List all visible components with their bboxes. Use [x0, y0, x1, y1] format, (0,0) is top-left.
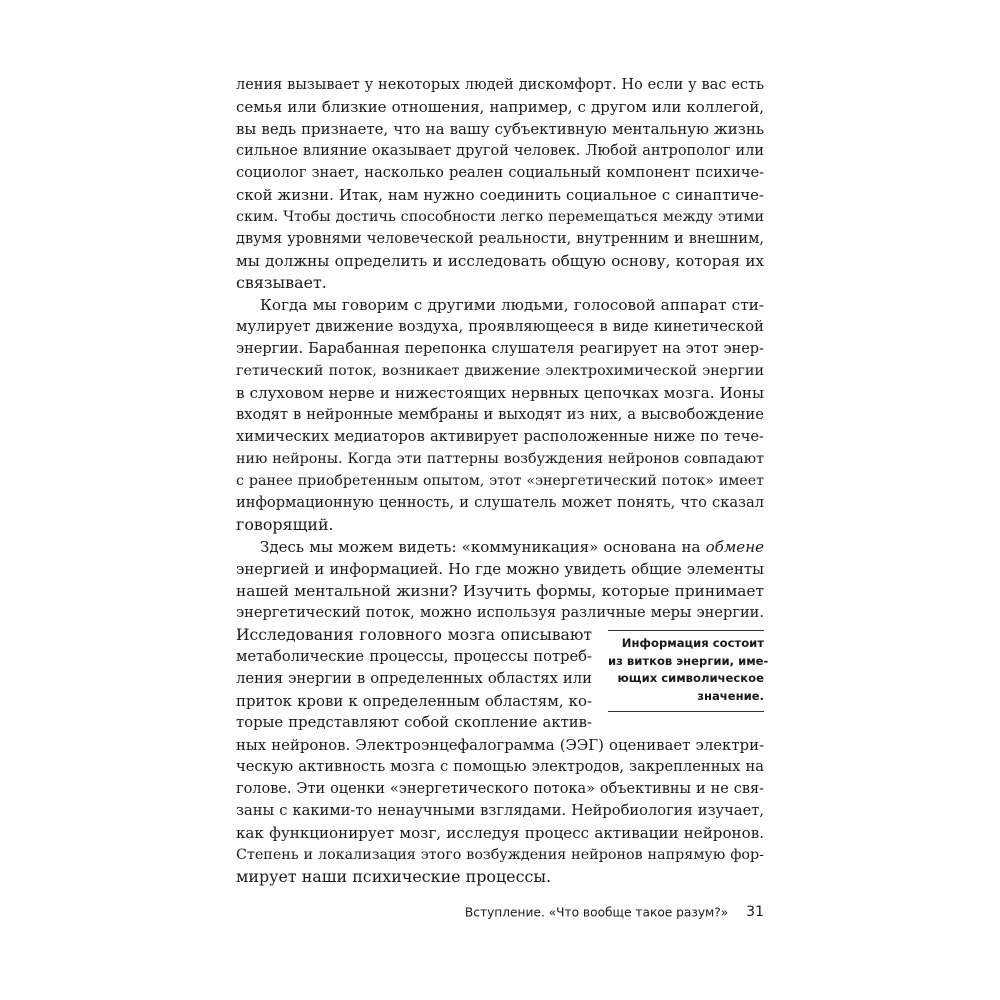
body-text-line: вы ведь признаете, что на вашу субъективную ментальную жизнь — [236, 120, 764, 138]
body-text-line: информационную ценность, и слушатель может понять, что сказал — [236, 494, 764, 511]
body-text-line: социолог знает, насколько реален социальный компонент психиче- — [236, 164, 764, 181]
body-text-line: ления вызывает у некоторых людей дискомфорт. Но если у вас есть — [236, 77, 764, 93]
body-text-line: ской жизни. Итак, нам нужно соединить социальное с синаптиче- — [236, 186, 764, 204]
body-text-line: голове. Эти оценки «энергетического потока» объективны и не свя- — [236, 781, 764, 797]
body-text-line: семья или близкие отношения, например, с другом или коллегой, — [236, 98, 764, 116]
body-text-line: в слуховом нерве и нижестоящих нервных цепочках мозга. Ионы — [236, 384, 764, 402]
body-text-line: энергией и информацией. Но где можно увидеть общие элементы — [236, 560, 764, 578]
body-text-line: сильное влияние оказывает другой человек. Любой антрополог или — [236, 143, 764, 159]
body-text-line: ления энергии в определенных областях или — [236, 670, 592, 687]
running-title: Вступление. «Что вообще такое разум?» — [464, 905, 729, 920]
body-text-line: химических медиаторов активирует расположенные ниже по тече- — [236, 428, 764, 445]
page-footer — [440, 903, 764, 921]
emphasized-word: обмене — [705, 538, 764, 556]
body-text-line: заны с какими-то ненаучными взглядами. Нейробиология изучает, — [236, 802, 764, 819]
pull-quote — [608, 630, 769, 712]
body-text-line: мулирует движение воздуха, проявляющееся в виде кинетической — [236, 318, 764, 335]
body-text-line: нашей ментальной жизни? Изучить формы, которые принимает — [236, 582, 764, 600]
body-text-line: с ранее приобретенным опытом, этот «энергетический поток» имеет — [236, 473, 764, 489]
page-number: 31 — [746, 904, 764, 921]
body-text-line: мирует наши психические процессы. — [236, 867, 552, 886]
pull-quote-line: значение. — [697, 688, 764, 703]
body-text-line: Степень и локализация этого возбуждения нейронов напрямую фор- — [236, 847, 764, 863]
body-text-line — [260, 536, 764, 558]
body-text-line: энергии. Барабанная перепонка слушателя реагирует на этот энер- — [236, 341, 764, 357]
body-text-line: ных нейронов. Электроэнцефалограмма (ЭЭГ) оценивает электри- — [236, 736, 764, 754]
body-text-line: Исследования головного мозга описывают — [236, 626, 592, 644]
body-text-line: как функционирует мозг, исследуя процесс активации нейронов. — [236, 824, 764, 842]
body-text-line: приток крови к определенным областям, ко- — [236, 692, 592, 710]
body-text-line: Когда мы говорим с другими людьми, голосовой аппарат сти- — [260, 296, 764, 314]
body-text-line: ческую активность мозга с помощью электродов, закрепленных на — [236, 758, 764, 775]
body-text-line: мы должны определить и исследовать общую основу, которая их — [236, 252, 764, 270]
body-text-line: входят в нейронные мембраны и выходят из них, а высвобождение — [236, 406, 764, 423]
body-text-line: ским. Чтобы достичь способности легко перемещаться между этими — [236, 209, 764, 225]
body-text-segment: Здесь мы можем видеть: «коммуникация» основана на — [260, 538, 706, 556]
body-text-line: торые представляют собой скопление актив- — [236, 714, 592, 731]
body-text-line: метаболические процессы, процессы потреб- — [236, 648, 592, 665]
pull-quote-line: из витков энергии, име- — [608, 653, 769, 668]
body-text-line: связывает. — [236, 273, 327, 292]
pull-quote-line: ющих символическое — [617, 671, 764, 685]
body-text-line: гетический поток, возникает движение электрохимической энергии — [236, 363, 764, 379]
pull-quote-line: Информация состоит — [621, 636, 764, 650]
body-text-line: двумя уровнями человеческой реальности, внутренним и внешним, — [236, 231, 764, 247]
body-text-line: нию нейроны. Когда эти паттерны возбуждения нейронов совпадают — [236, 451, 764, 467]
body-text-line: энергетический поток, можно используя различные меры энергии. — [236, 604, 764, 621]
body-text-line: говорящий. — [236, 515, 334, 534]
